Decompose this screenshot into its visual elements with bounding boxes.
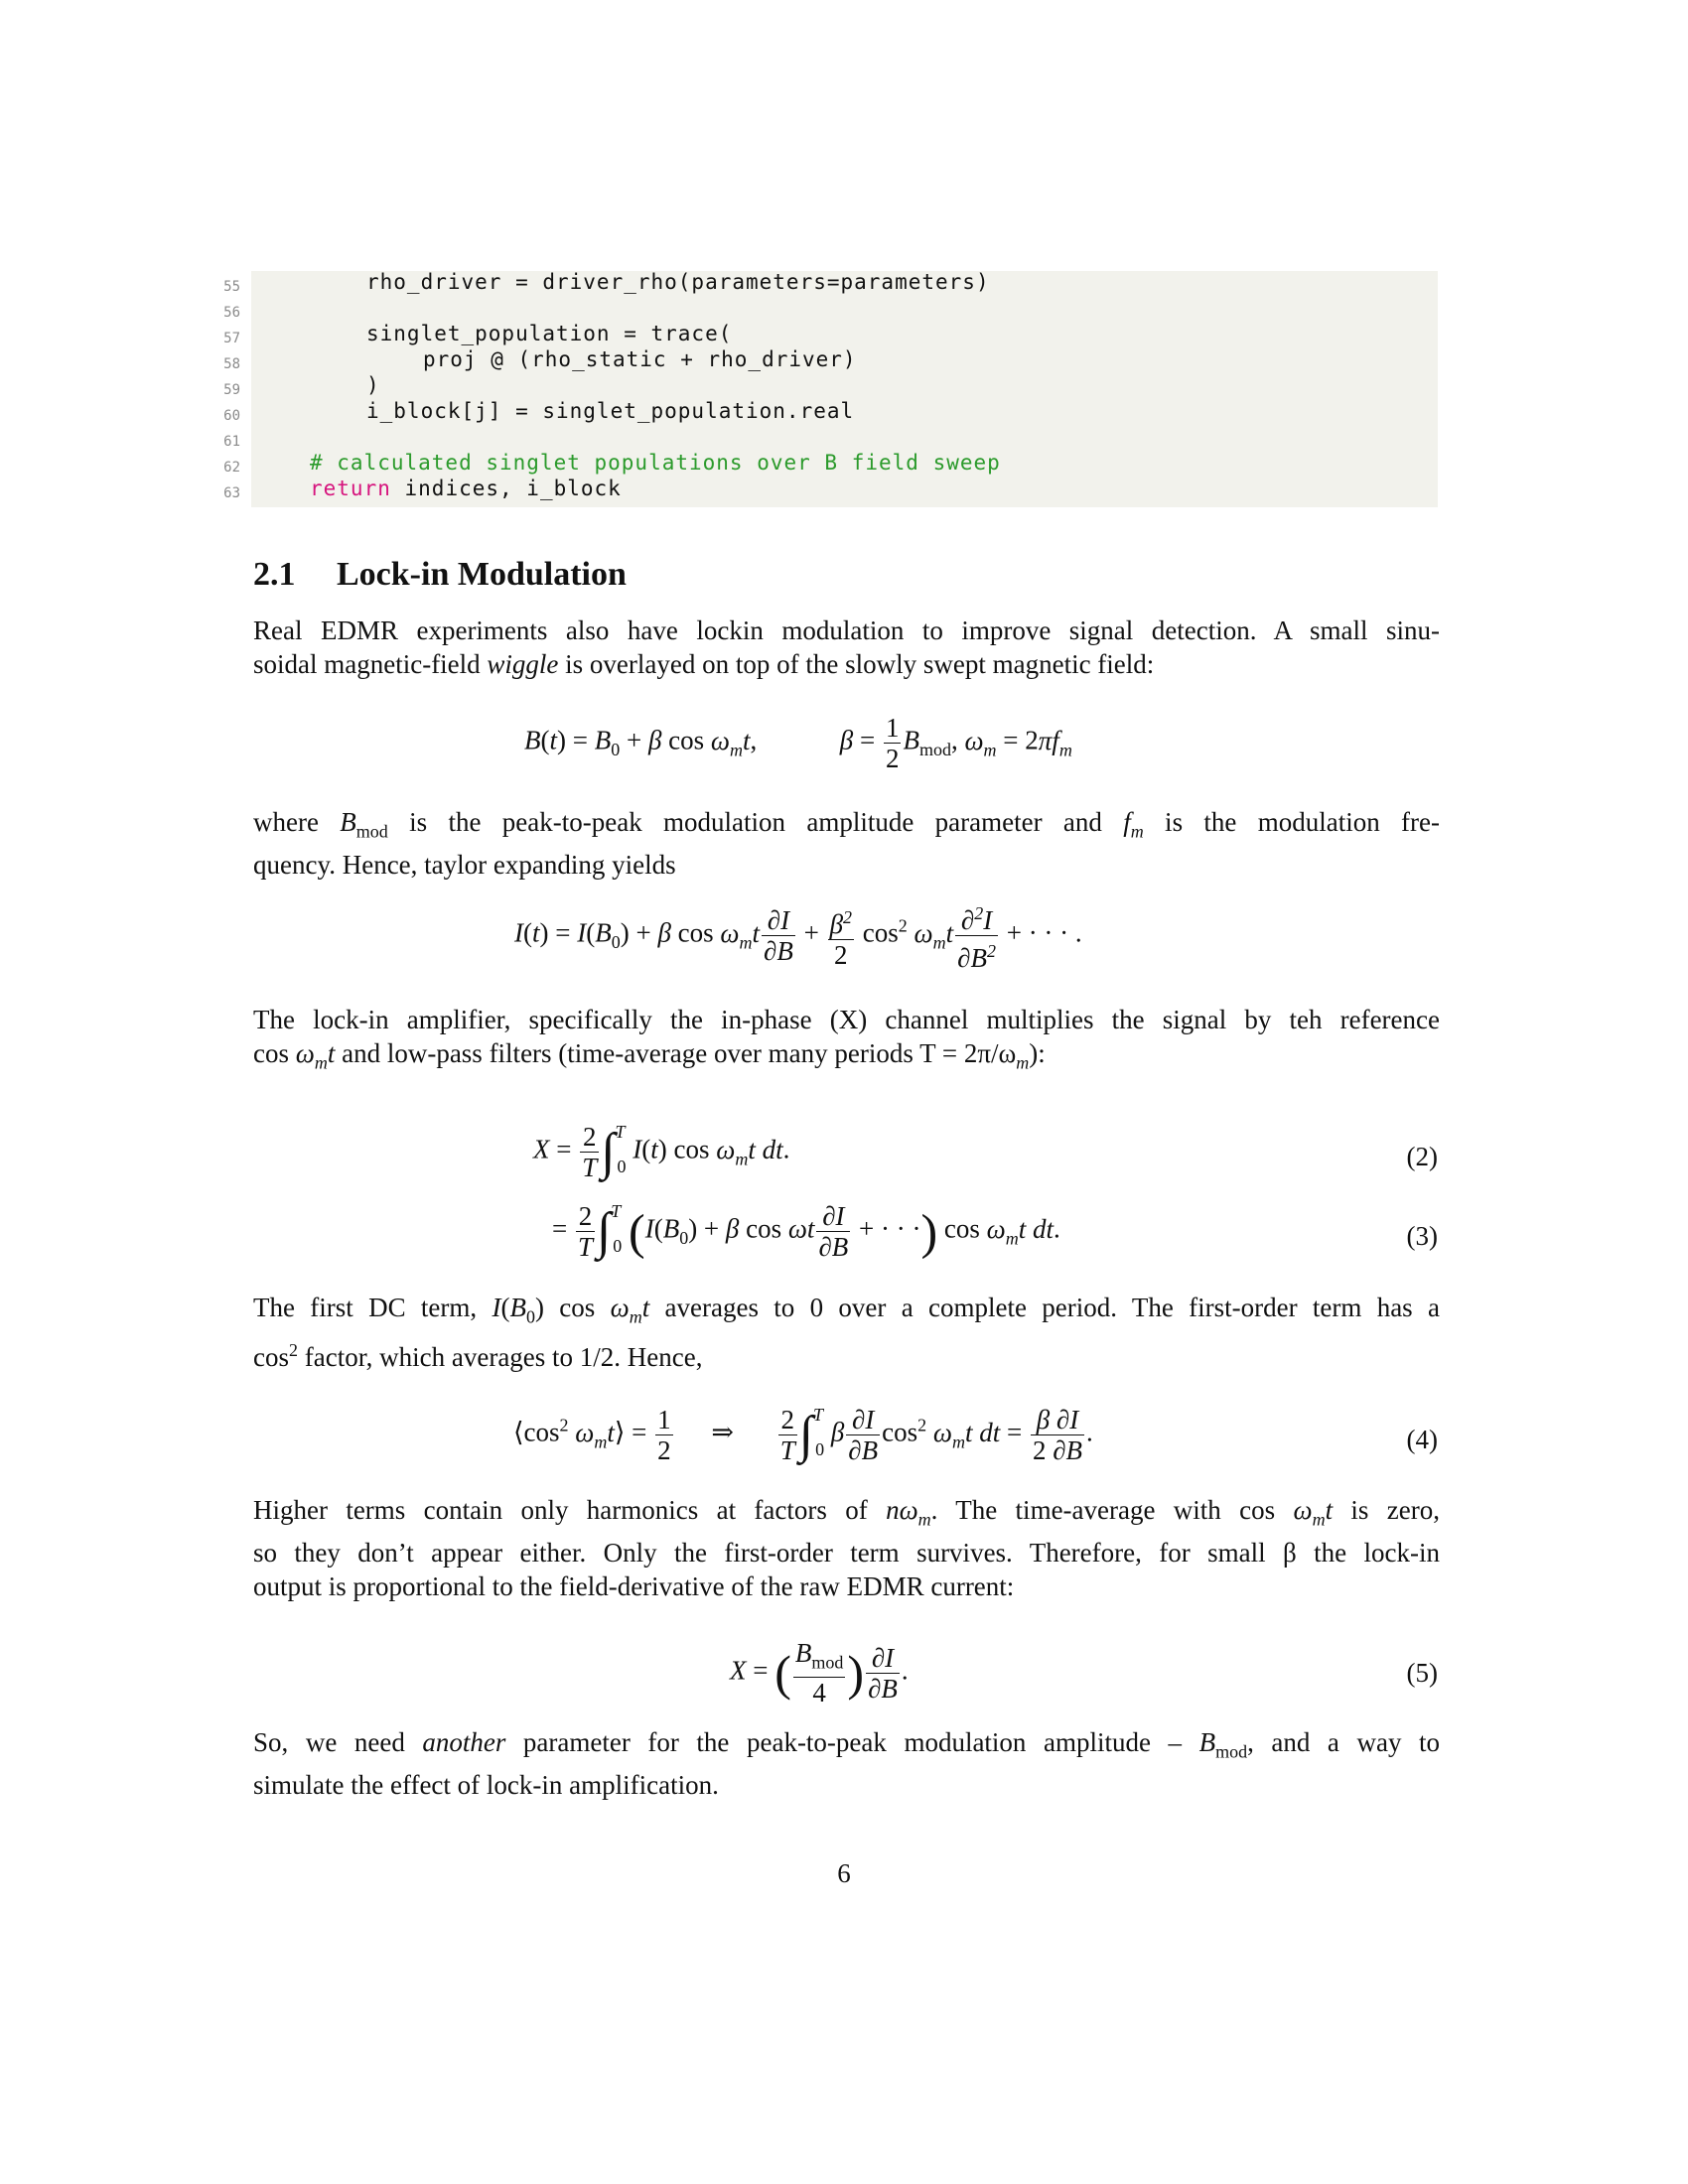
return-values: indices, i_block: [404, 477, 622, 500]
line-number: 61: [223, 434, 240, 450]
paragraph: So, we need another parameter for the peak-to-peak modulation amplitude – $B_{mod}$, and a way to simulate the effect of lock-in amplification.: [253, 1727, 1441, 1801]
equation-number: (4): [1406, 1425, 1438, 1454]
paragraph: Real EDMR experiments also have lockin modulation to improve signal detection. A small sinu- soidal magnetic-field wiggle is overlayed on top of the slowly swept magnetic field:: [253, 615, 1440, 679]
line-number: 62: [223, 460, 240, 476]
code-comment: # calculated singlet populations over B field sweep: [310, 451, 1001, 475]
code-line: singlet_population = trace(: [366, 322, 733, 345]
equation-number: (3): [1406, 1221, 1438, 1251]
equation-number: (2): [1406, 1142, 1438, 1171]
line-number: 58: [223, 356, 240, 372]
code-line: rho_driver = driver_rho(parameters=parameters): [366, 270, 990, 294]
paragraph: The lock-in amplifier, specifically the in-phase (X) channel multiplies the signal by teh reference $\cos \omega_mt$ and low-pass filters (time-average over many periods $T = 2\pi/\omega_m$):: [253, 1005, 1440, 1073]
emphasis: wiggle: [487, 649, 559, 679]
paragraph: The first DC term, $I(B_0)$ $\cos \omega_mt$ averages to 0 over a complete period. The first-order term has a $\cos^2$ factor, which averages to 1/2. Hence,: [253, 1293, 1440, 1373]
return-keyword: return: [310, 477, 391, 500]
page-number: 6: [837, 1858, 851, 1888]
equation-lockin-x: X = $\frac{2}{T}$ ∫$^T_0$ I(t) $\cos \omega_mt$ dt.: [533, 1122, 790, 1182]
equation-taylor: $I(t) = I(B_0) + \beta$ $\cos \omega_mt$ $\frac{\partial I}{\partial B}$ + $\frac{\beta^2}{2}$ $\cos^2 \omega_mt$ $\frac{\partial^2I}{\partial B^2}$ + · · · .: [514, 898, 1082, 973]
line-number: 59: [223, 382, 240, 398]
equation-expansion: = $\frac{2}{T}$ ∫$^T_0$ ($I(B_0) + \beta$ cos ωt $\frac{\partial I}{\partial B}$ + · · ·) $\cos \omega_mt$ dt.: [552, 1201, 1060, 1262]
paragraph: where $B_{mod}$ is the peak-to-peak modulation amplitude parameter and $f_m$ is the modulation fre- quency. Hence, taylor expanding yields: [253, 807, 1440, 881]
line-number: 60: [223, 408, 240, 424]
equation-average: $⟨\cos^2$ $\omega_mt⟩$ = $\frac{1}{2}$ ⇒ $\frac{2}{T}$ ∫$^T_0$ β $\frac{\partial I}{\partial B}$ $\cos^2 \omega_mt$ dt = $\frac{\beta \partial I}{2 \partial B}$ .: [513, 1405, 1093, 1465]
line-number: 57: [223, 331, 240, 346]
line-number: 55: [223, 279, 240, 295]
line-number: 56: [223, 305, 240, 321]
code-line: [310, 477, 622, 500]
equation-result: X = ( $\frac{B_{mod}}{4}$ ) $\frac{\partial I}{\partial B}$ .: [730, 1638, 909, 1708]
line-number: 63: [223, 485, 240, 501]
emphasis: another: [422, 1727, 506, 1757]
code-line: proj @ (rho_static + rho_driver): [423, 347, 857, 371]
section-title: Lock-in Modulation: [337, 556, 627, 593]
paragraph: Higher terms contain only harmonics at factors of $n\omega_m$. The time-average with $\cos \omega_mt$ is zero, so they don’t appear either. Only the first-order term survives. Therefore, for small β the lock-in output is proportional to the field-derivative of the raw EDMR current:: [253, 1495, 1440, 1602]
equation-field: $B(t) = B_0 + \beta$ $\cos \omega_mt$, β = $\frac{1}{2}$ $B_{mod}$, $\omega_m = 2\pi f_m$: [524, 713, 1072, 773]
code-line: i_block[j] = singlet_population.real: [366, 399, 855, 423]
section-number: 2.1: [253, 556, 296, 593]
equation-number: (5): [1406, 1658, 1438, 1688]
code-line: ): [366, 373, 380, 397]
